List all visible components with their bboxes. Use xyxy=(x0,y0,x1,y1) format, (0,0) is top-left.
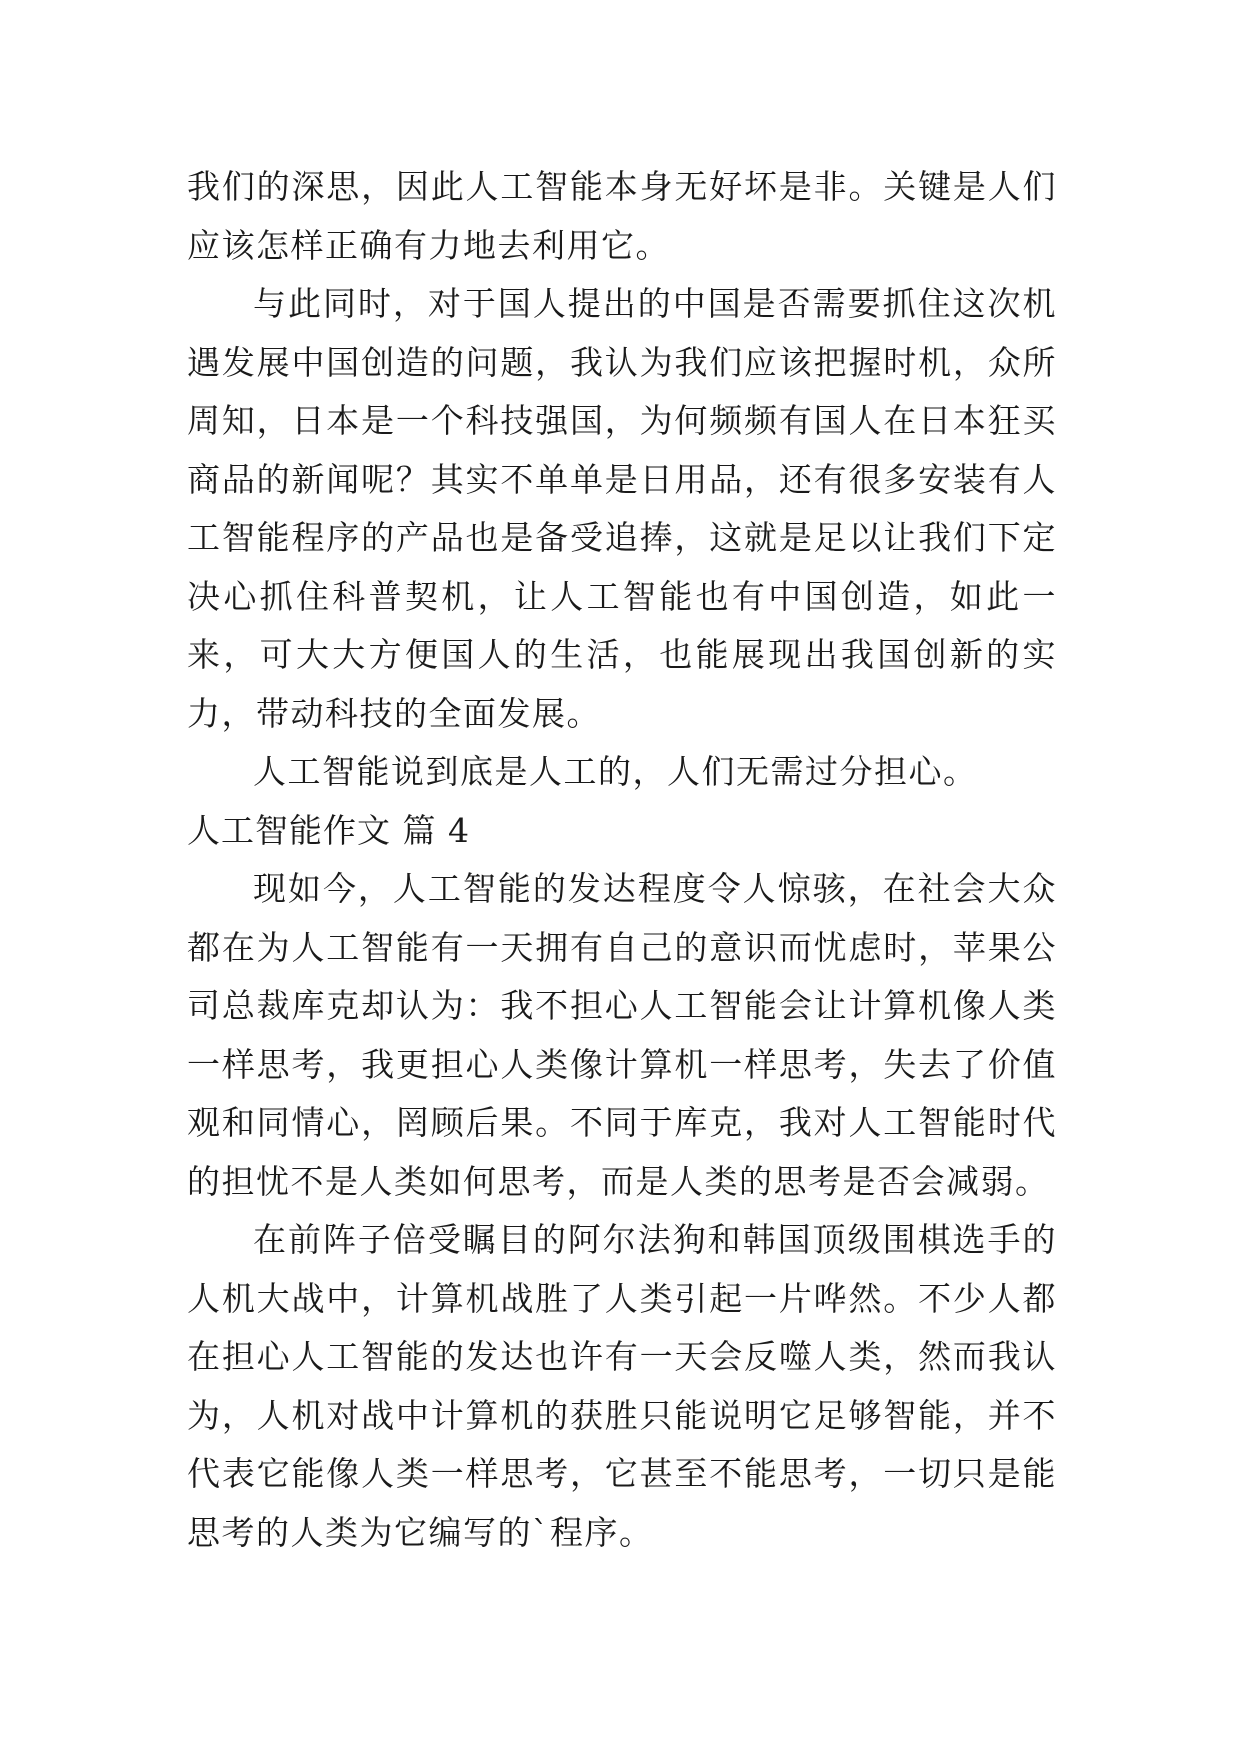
section-heading: 人工智能作文 篇 4 xyxy=(187,810,470,850)
paragraph-china-innovation: 与此同时，对于国人提出的中国是否需要抓住这次机遇发展中国创造的问题，我认为我们应该把握时机，众所周知，日本是一个科技强国，为何频频有国人在日本狂买商品的新闻呢？其实不单单是日用品，还有很多安装有人工智能程序的产品也是备受追捧，这就是足以让我们下定决心抓住科普契机，让人工智能也有中国创造，如此一来，可大大方便国人的生活，也能展现出我国创新的实力，带动科技的全面发展。 xyxy=(187,284,1057,733)
paragraph-alphago: 在前阵子倍受瞩目的阿尔法狗和韩国顶级围棋选手的人机大战中，计算机战胜了人类引起一片哗然。不少人都在担心人工智能的发达也许有一天会反噬人类，然而我认为，人机对战中计算机的获胜只能说明它足够智能，并不代表它能像人类一样思考，它甚至不能思考，一切只是能思考的人类为它编写的`程序。 xyxy=(187,1220,1057,1552)
paragraph-conclusion: 人工智能说到底是人工的，人们无需过分担心。 xyxy=(253,752,978,791)
paragraph-continuation: 我们的深思，因此人工智能本身无好坏是非。关键是人们应该怎样正确有力地去利用它。 xyxy=(187,167,1057,265)
document-body xyxy=(187,158,1057,1562)
paragraph-cook-quote: 现如今，人工智能的发达程度令人惊骇，在社会大众都在为人工智能有一天拥有自己的意识而忧虑时，苹果公司总裁库克却认为：我不担心人工智能会让计算机像人类一样思考，我更担心人类像计算机一样思考，失去了价值观和同情心，罔顾后果。不同于库克，我对人工智能时代的担忧不是人类如何思考，而是人类的思考是否会减弱。 xyxy=(187,869,1057,1201)
